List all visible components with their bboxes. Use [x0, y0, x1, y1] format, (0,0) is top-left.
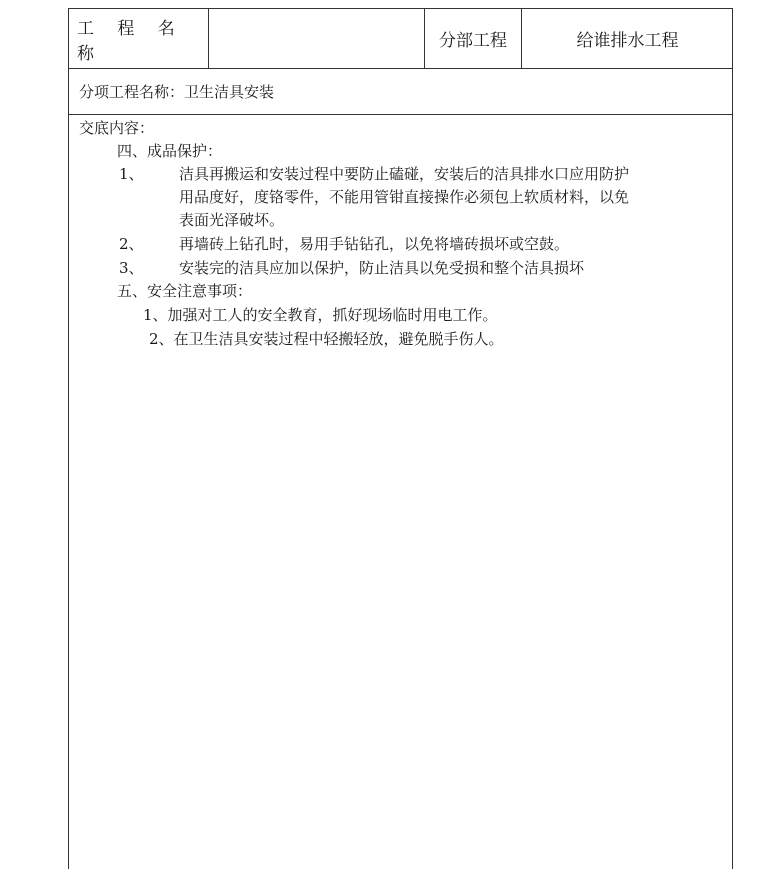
safety-item-1: 1、加强对工人的安全教育，抓好现场临时用电工作。 [143, 306, 498, 324]
content-heading: 交底内容： [79, 119, 155, 137]
project-name-label: 工 程 名 称 [69, 9, 209, 68]
safety-item-2: 2、在卫生洁具安装过程中轻搬轻放，避免脱手伤人。 [149, 330, 504, 348]
item-3-line-1: 安装完的洁具应加以保护，防止洁具以免受损和整个洁具损坏 [179, 259, 585, 277]
item-1-line-1: 洁具再搬运和安装过程中要防止磕碰，安装后的洁具排水口应用防护 [179, 165, 630, 183]
item-2-line-1: 再墙砖上钻孔时，易用手钻钻孔，以免将墙砖损坏或空鼓。 [179, 235, 570, 253]
item-1-line-3: 表面光泽破坏。 [179, 211, 285, 229]
section-5-title: 五、安全注意事项： [117, 282, 253, 300]
division-label: 分部工程 [425, 9, 522, 68]
division-value: 给谁排水工程 [576, 31, 679, 51]
header-row [69, 9, 732, 69]
item-1-line-2: 用品度好，度铬零件，不能用管钳直接操作必须包上软质材料，以免 [179, 188, 630, 206]
section-4-title: 四、成品保护： [117, 142, 223, 160]
subitem-row [69, 69, 732, 115]
project-name-value [209, 9, 425, 68]
disclosure-form [68, 8, 733, 869]
item-3-number: 3、 [119, 259, 144, 277]
subitem-label: 分项工程名称：卫生洁具安装 [79, 83, 275, 101]
item-1-number: 1、 [119, 165, 144, 183]
item-2-number: 2、 [119, 235, 144, 253]
